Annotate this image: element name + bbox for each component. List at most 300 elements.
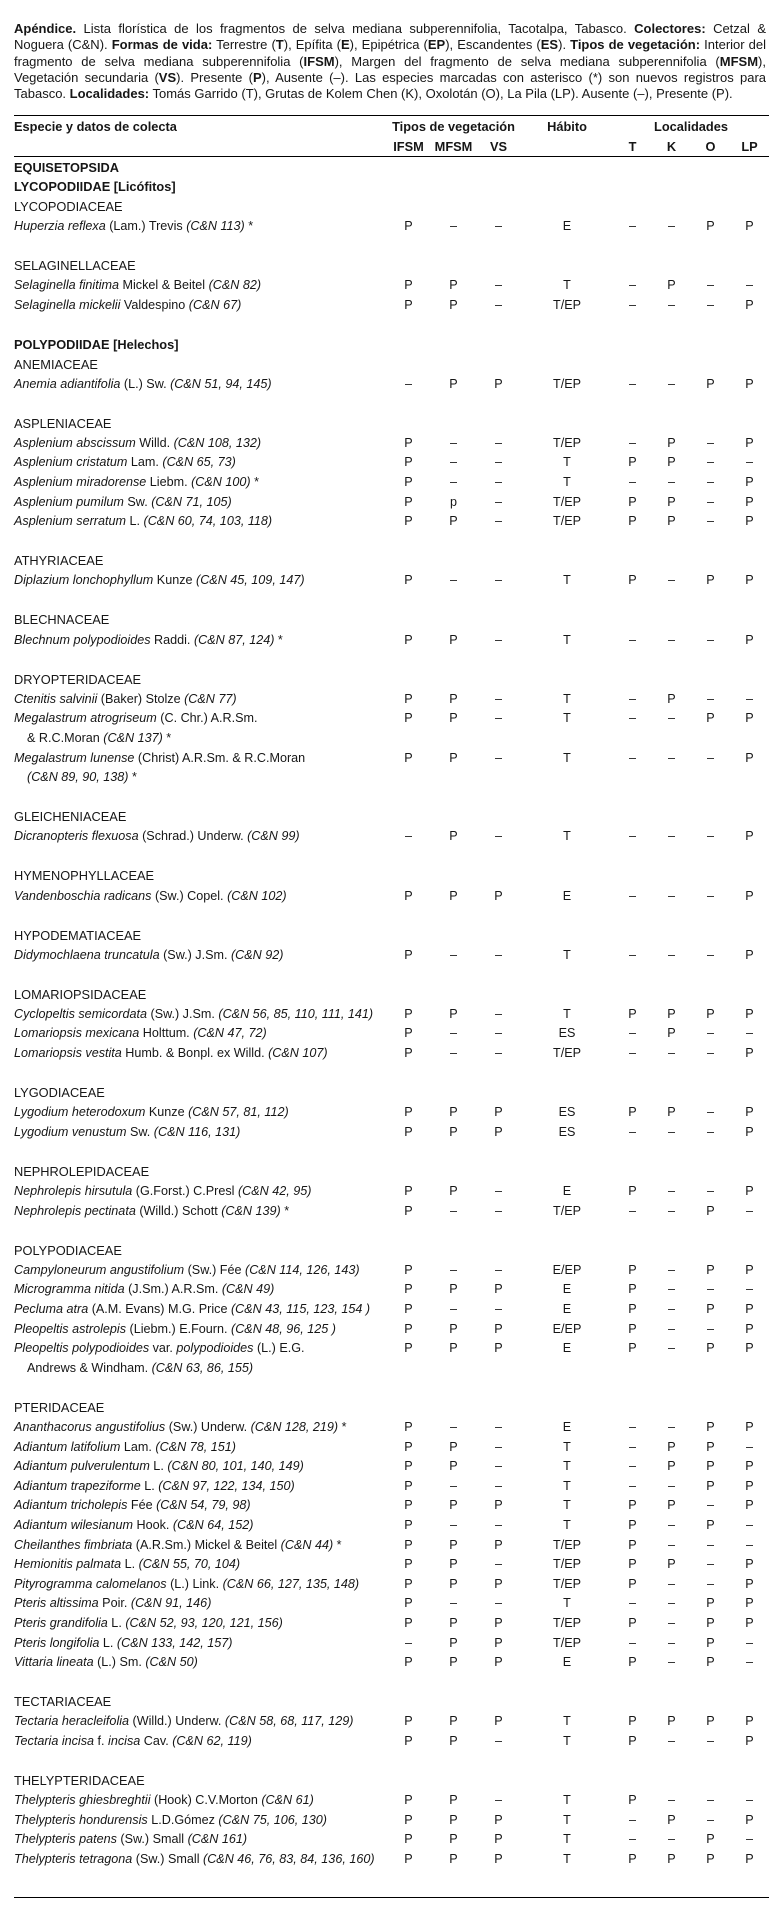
cell-mfsm: – xyxy=(449,1046,457,1061)
cell-ifsm: P xyxy=(404,1419,413,1434)
cell-k: – xyxy=(667,1321,675,1336)
species-row xyxy=(14,1043,769,1063)
species-name: Adiantum latifolium Lam. (C&N 78, 151) xyxy=(14,1439,236,1454)
species-row xyxy=(14,1496,769,1516)
cell-o: – xyxy=(706,888,714,903)
table-header-row-groups xyxy=(14,116,769,136)
species-name: Lomariopsis vestita Humb. & Bonpl. ex Willd. (C&N 107) xyxy=(14,1046,328,1061)
spacer-row xyxy=(14,846,769,866)
species-name: Lygodium heterodoxum Kunze (C&N 57, 81, 112) xyxy=(14,1105,289,1120)
cell-t: P xyxy=(628,1341,637,1356)
cell-t: P xyxy=(628,1105,637,1120)
cell-vs: P xyxy=(494,1615,503,1630)
cell-mfsm: P xyxy=(449,829,458,844)
cell-vs: – xyxy=(494,632,502,647)
cell-lp: – xyxy=(745,1282,753,1297)
cell-vs: – xyxy=(494,573,502,588)
cell-vs: – xyxy=(494,435,502,450)
cell-o: P xyxy=(706,1596,715,1611)
species-row xyxy=(14,511,769,531)
cell-k: P xyxy=(667,1557,676,1572)
cell-ifsm: P xyxy=(404,1282,413,1297)
col-header-ifsm: IFSM xyxy=(393,138,424,154)
cell-habito: T xyxy=(563,1793,571,1808)
cell-ifsm: P xyxy=(404,1124,413,1139)
species-name: Pecluma atra (A.M. Evans) M.G. Price (C&N 43, 115, 123, 154 ) xyxy=(14,1302,371,1316)
cell-mfsm: P xyxy=(449,1576,458,1591)
cell-mfsm: – xyxy=(449,1026,457,1041)
species-name: Asplenium serratum L. (C&N 60, 74, 103, 118) xyxy=(14,514,273,529)
cell-t: – xyxy=(628,278,636,293)
cell-lp: P xyxy=(745,1006,754,1021)
cell-mfsm: – xyxy=(449,573,457,588)
cell-o: P xyxy=(706,1478,715,1493)
cell-k: P xyxy=(667,1006,676,1021)
cell-vs: – xyxy=(494,1793,502,1808)
cell-lp: P xyxy=(745,494,754,509)
cell-lp: P xyxy=(745,1498,754,1513)
family-header: THELYPTERIDACEAE xyxy=(14,1772,145,1788)
cell-habito: T/EP xyxy=(553,1615,581,1630)
cell-k: – xyxy=(667,1478,675,1493)
cell-o: – xyxy=(706,435,714,450)
family-header: DRYOPTERIDACEAE xyxy=(14,671,142,687)
species-name: Pleopeltis astrolepis (Liebm.) E.Fourn. (C&N 48, 96, 125 ) xyxy=(14,1321,336,1336)
cell-ifsm: P xyxy=(404,1046,413,1061)
class-header: POLYPODIIDAE [Helechos] xyxy=(14,336,179,352)
species-row xyxy=(14,1574,769,1594)
species-row xyxy=(14,1024,769,1044)
cell-vs: – xyxy=(494,514,502,529)
cell-o: P xyxy=(706,1006,715,1021)
cell-t: P xyxy=(628,1006,637,1021)
intro-paragraph: Apéndice. Lista florística de los fragmentos de selva mediana subperennifolia, Tacotalpa, Tabasco. Colectores: Cetzal & Noguera (C&N). Formas de vida: Terrestre (T), Epífita (E), Epipétrica (EP), Escandentes (ES). Tipos de vegetación: Interior del fragmento de selva mediana subperennifolia (IFSM), Margen del fragmento de selva mediana subperennifolia (MFSM), Vegetación secundaria (VS). Presente (P), Ausente (–). Las especies marcadas con asterisco (*) son nuevos registros para Tabasco. Localidades: Tomás Garrido (T), Grutas de Kolem Chen (K), Oxolotán (O), La Pila (LP). Ausente (–), Presente (P). xyxy=(14,21,767,102)
species-name: Ananthacorus angustifolius (Sw.) Underw. (C&N 128, 219) * xyxy=(14,1419,347,1434)
cell-lp: – xyxy=(745,1635,753,1650)
species-name: Microgramma nitida (J.Sm.) A.R.Sm. (C&N 49) xyxy=(14,1282,275,1297)
cell-t: – xyxy=(628,1478,636,1493)
cell-habito: T xyxy=(563,1812,571,1827)
cell-ifsm: P xyxy=(404,1576,413,1591)
cell-ifsm: P xyxy=(404,494,413,509)
cell-vs: – xyxy=(494,1302,502,1316)
cell-ifsm: P xyxy=(404,1851,413,1866)
cell-mfsm: P xyxy=(449,632,458,647)
cell-habito: E/EP xyxy=(552,1262,582,1277)
cell-vs: – xyxy=(494,1262,502,1277)
cell-vs: P xyxy=(494,1714,503,1729)
cell-lp: P xyxy=(745,632,754,647)
cell-o: – xyxy=(706,1733,714,1748)
species-row xyxy=(14,374,769,394)
cell-lp: P xyxy=(745,888,754,903)
spacer-row xyxy=(14,236,769,256)
cell-vs: – xyxy=(494,297,502,312)
table-header xyxy=(14,116,769,156)
species-row xyxy=(14,1201,769,1221)
cell-o: – xyxy=(706,297,714,312)
species-name: Tectaria heracleifolia (Willd.) Underw. (C&N 58, 68, 117, 129) xyxy=(14,1714,354,1729)
species-row xyxy=(14,1535,769,1555)
cell-mfsm: P xyxy=(449,1851,458,1866)
species-name: Campyloneurum angustifolium (Sw.) Fée (C&N 114, 126, 143) xyxy=(14,1262,360,1277)
species-row xyxy=(14,1122,769,1142)
family-header-row xyxy=(14,807,769,827)
cell-t: – xyxy=(628,947,636,962)
cell-o: P xyxy=(706,1615,715,1630)
cell-ifsm: P xyxy=(404,1537,413,1552)
species-row xyxy=(14,1102,769,1122)
family-header-row xyxy=(14,1771,769,1791)
family-header: LYCOPODIACEAE xyxy=(14,198,123,214)
cell-ifsm: P xyxy=(404,1459,413,1474)
species-name: Diplazium lonchophyllum Kunze (C&N 45, 109, 147) xyxy=(14,573,305,588)
cell-mfsm: – xyxy=(449,455,457,470)
species-row xyxy=(14,1711,769,1731)
cell-ifsm: P xyxy=(404,1203,413,1218)
cell-lp: – xyxy=(745,1655,753,1670)
cell-k: P xyxy=(667,435,676,450)
cell-lp: P xyxy=(745,573,754,588)
cell-lp: P xyxy=(745,1714,754,1729)
cell-o: – xyxy=(706,1184,714,1199)
species-row xyxy=(14,1731,769,1751)
cell-mfsm: P xyxy=(449,1832,458,1847)
species-name: Nephrolepis pectinata (Willd.) Schott (C&N 139) * xyxy=(14,1203,290,1218)
cell-lp: P xyxy=(745,1851,754,1866)
cell-o: – xyxy=(706,1537,714,1552)
cell-vs: – xyxy=(494,1184,502,1199)
family-header-row xyxy=(14,413,769,433)
cell-k: – xyxy=(667,632,675,647)
cell-habito: T xyxy=(563,278,571,293)
cell-habito: T xyxy=(563,1733,571,1748)
cell-habito: T xyxy=(563,711,571,726)
spacer-row xyxy=(14,1378,769,1398)
cell-vs: – xyxy=(494,494,502,509)
cell-habito: T xyxy=(563,1439,571,1454)
cell-ifsm: P xyxy=(404,1478,413,1493)
species-name: Anemia adiantifolia (L.) Sw. (C&N 51, 94, 145) xyxy=(14,376,272,391)
cell-vs: – xyxy=(494,1733,502,1748)
cell-k: P xyxy=(667,691,676,706)
cell-habito: T xyxy=(563,1714,571,1729)
cell-ifsm: P xyxy=(404,947,413,962)
cell-lp: – xyxy=(745,278,753,293)
cell-o: P xyxy=(706,1655,715,1670)
cell-habito: ES xyxy=(558,1124,576,1139)
cell-habito: ES xyxy=(558,1105,576,1120)
family-header: GLEICHENIACEAE xyxy=(14,809,127,825)
cell-k: – xyxy=(667,1203,675,1218)
family-header: ATHYRIACEAE xyxy=(14,553,104,569)
species-name: Vandenboschia radicans (Sw.) Copel. (C&N 102) xyxy=(14,888,287,903)
cell-habito: E xyxy=(562,1282,572,1297)
col-group-localidades: Localidades xyxy=(654,118,728,134)
cell-vs: – xyxy=(494,475,502,489)
cell-lp: P xyxy=(745,1419,754,1434)
cell-t: P xyxy=(628,1262,637,1277)
cell-lp: – xyxy=(745,1793,753,1808)
spacer-row xyxy=(14,1672,769,1692)
cell-o: P xyxy=(706,1517,715,1532)
species-name: Asplenium abscissum Willd. (C&N 108, 132) xyxy=(14,435,262,450)
cell-vs: – xyxy=(494,1046,502,1061)
cell-mfsm: – xyxy=(449,947,457,962)
cell-o: – xyxy=(706,1026,714,1041)
cell-t: – xyxy=(628,1419,636,1434)
spacer-row xyxy=(14,649,769,669)
cell-k: – xyxy=(667,1832,675,1847)
cell-habito: E xyxy=(562,888,572,903)
cell-habito: T xyxy=(563,632,571,647)
cell-habito: T xyxy=(563,475,571,489)
family-header: ANEMIACEAE xyxy=(14,356,98,372)
cell-k: – xyxy=(667,1046,675,1061)
cell-vs: – xyxy=(494,750,502,765)
cell-mfsm: P xyxy=(449,1282,458,1297)
cell-t: – xyxy=(628,297,636,312)
cell-ifsm: P xyxy=(404,1439,413,1454)
cell-o: – xyxy=(706,750,714,765)
cell-habito: T/EP xyxy=(553,1537,581,1552)
cell-mfsm: P xyxy=(449,1635,458,1650)
species-row xyxy=(14,433,769,453)
cell-lp: – xyxy=(745,1439,753,1454)
cell-ifsm: P xyxy=(404,1655,413,1670)
cell-habito: E xyxy=(562,1302,572,1316)
cell-ifsm: P xyxy=(404,750,413,765)
cell-t: P xyxy=(628,1576,637,1591)
species-row xyxy=(14,1554,769,1574)
col-header-vs: VS xyxy=(489,138,508,154)
cell-lp: – xyxy=(745,1537,753,1552)
cell-o: – xyxy=(706,1046,714,1061)
family-header-row xyxy=(14,1398,769,1418)
cell-k: – xyxy=(667,1596,675,1611)
col-header-mfsm: MFSM xyxy=(434,138,473,154)
cell-k: – xyxy=(667,750,675,765)
species-row xyxy=(14,1594,769,1614)
family-header: LYGODIACEAE xyxy=(14,1085,105,1101)
species-name: Didymochlaena truncatula (Sw.) J.Sm. (C&N 92) xyxy=(14,947,284,962)
cell-lp: P xyxy=(745,1596,754,1611)
cell-mfsm: – xyxy=(449,1262,457,1277)
cell-vs: – xyxy=(494,1419,502,1434)
cell-t: – xyxy=(628,1596,636,1611)
cell-lp: P xyxy=(745,947,754,962)
cell-lp: P xyxy=(745,1046,754,1061)
cell-o: – xyxy=(706,1812,714,1827)
cell-mfsm: P xyxy=(449,1793,458,1808)
cell-mfsm: P xyxy=(449,376,458,391)
cell-t: – xyxy=(628,632,636,647)
cell-k: P xyxy=(667,278,676,293)
family-header: POLYPODIACEAE xyxy=(14,1242,122,1258)
cell-vs: P xyxy=(494,888,503,903)
cell-mfsm: P xyxy=(449,1615,458,1630)
cell-habito: T xyxy=(563,1832,571,1847)
cell-lp: P xyxy=(745,1321,754,1336)
cell-k: – xyxy=(667,1733,675,1748)
cell-ifsm: P xyxy=(404,219,413,234)
species-name: Asplenium pumilum Sw. (C&N 71, 105) xyxy=(14,494,232,509)
species-name: Huperzia reflexa (Lam.) Trevis (C&N 113) * xyxy=(14,219,254,234)
cell-lp: P xyxy=(745,475,754,489)
cell-k: – xyxy=(667,1615,675,1630)
spacer-row xyxy=(14,393,769,413)
cell-o: P xyxy=(706,1851,715,1866)
cell-k: – xyxy=(667,711,675,726)
cell-lp: P xyxy=(745,1733,754,1748)
cell-habito: E xyxy=(562,1655,572,1670)
species-name: Selaginella mickelii Valdespino (C&N 67) xyxy=(14,297,242,312)
cell-ifsm: P xyxy=(404,297,413,312)
cell-habito: T xyxy=(563,750,571,765)
cell-lp: P xyxy=(745,514,754,529)
species-name: Lomariopsis mexicana Holttum. (C&N 47, 72) xyxy=(14,1026,267,1041)
species-row xyxy=(14,1181,769,1201)
family-header-row xyxy=(14,866,769,886)
floristic-table xyxy=(14,115,769,1897)
cell-habito: T xyxy=(563,1517,571,1532)
spacer-row xyxy=(14,590,769,610)
cell-mfsm: P xyxy=(449,1655,458,1670)
cell-t: P xyxy=(628,1498,637,1513)
family-header: HYMENOPHYLLACEAE xyxy=(14,868,155,884)
cell-mfsm: P xyxy=(449,1341,458,1356)
cell-t: P xyxy=(628,573,637,588)
cell-ifsm: P xyxy=(404,435,413,450)
cell-t: – xyxy=(628,1832,636,1847)
species-name: Thelypteris patens (Sw.) Small (C&N 161) xyxy=(14,1832,248,1847)
cell-t: P xyxy=(628,455,637,470)
cell-lp: P xyxy=(745,1184,754,1199)
cell-o: – xyxy=(706,1124,714,1139)
cell-t: – xyxy=(628,1203,636,1218)
cell-habito: T/EP xyxy=(553,1203,581,1218)
cell-habito: T xyxy=(563,1498,571,1513)
cell-habito: T/EP xyxy=(553,1557,581,1572)
cell-t: – xyxy=(628,219,636,234)
cell-k: – xyxy=(667,1655,675,1670)
species-row xyxy=(14,1790,769,1810)
species-row xyxy=(14,571,769,591)
cell-t: P xyxy=(628,1557,637,1572)
species-row xyxy=(14,1319,769,1339)
cell-t: P xyxy=(628,494,637,509)
cell-k: – xyxy=(667,475,675,489)
cell-habito: E/EP xyxy=(552,1321,582,1336)
cell-t: P xyxy=(628,514,637,529)
cell-k: P xyxy=(667,514,676,529)
class-header-row xyxy=(14,177,769,197)
cell-k: – xyxy=(667,1576,675,1591)
cell-o: – xyxy=(706,1557,714,1572)
cell-lp: P xyxy=(745,1557,754,1572)
cell-k: P xyxy=(667,1439,676,1454)
cell-vs: P xyxy=(494,1655,503,1670)
cell-ifsm: P xyxy=(404,455,413,470)
cell-k: – xyxy=(667,573,675,588)
species-row xyxy=(14,492,769,512)
cell-habito: E xyxy=(562,1419,572,1434)
cell-lp: P xyxy=(745,1615,754,1630)
species-row xyxy=(14,275,769,295)
species-name: Pteris altissima Poir. (C&N 91, 146) xyxy=(14,1596,212,1611)
cell-o: P xyxy=(706,1635,715,1650)
species-row xyxy=(14,1633,769,1653)
family-header-row xyxy=(14,197,769,217)
cell-t: – xyxy=(628,1635,636,1650)
cell-ifsm: P xyxy=(404,1596,413,1611)
cell-k: – xyxy=(667,1184,675,1199)
family-header-row xyxy=(14,1162,769,1182)
cell-k: – xyxy=(667,219,675,234)
family-header-row xyxy=(14,1240,769,1260)
species-name: Adiantum tricholepis Fée (C&N 54, 79, 98) xyxy=(14,1498,251,1513)
cell-o: P xyxy=(706,573,715,588)
species-row xyxy=(14,630,769,650)
cell-t: – xyxy=(628,1124,636,1139)
species-name: Adiantum trapeziforme L. (C&N 97, 122, 134, 150) xyxy=(14,1478,295,1493)
cell-k: – xyxy=(667,1537,675,1552)
species-row xyxy=(14,1338,769,1358)
cell-k: – xyxy=(667,829,675,844)
cell-t: P xyxy=(628,1302,637,1316)
cell-vs: P xyxy=(494,1576,503,1591)
cell-mfsm: – xyxy=(449,1517,457,1532)
cell-lp: – xyxy=(745,691,753,706)
species-name: Pityrogramma calomelanos (L.) Link. (C&N 66, 127, 135, 148) xyxy=(14,1576,360,1591)
cell-mfsm: P xyxy=(449,297,458,312)
cell-habito: T/EP xyxy=(553,435,581,450)
col-header-especie: Especie y datos de colecta xyxy=(14,118,177,134)
col-header-t: T xyxy=(628,138,637,154)
cell-k: – xyxy=(667,1302,675,1316)
cell-ifsm: P xyxy=(404,1498,413,1513)
family-header: NEPHROLEPIDACEAE xyxy=(14,1163,150,1179)
cell-o: P xyxy=(706,376,715,391)
cell-vs: P xyxy=(494,1321,503,1336)
species-name: Megalastrum lunense (Christ) A.R.Sm. & R.C.Moran xyxy=(14,750,306,765)
species-row xyxy=(14,472,769,492)
species-name: Ctenitis salvinii (Baker) Stolze (C&N 77) xyxy=(14,691,237,706)
cell-vs: – xyxy=(494,947,502,962)
spacer-row xyxy=(14,1142,769,1162)
cell-mfsm: – xyxy=(449,1302,457,1316)
cell-vs: P xyxy=(494,1812,503,1827)
family-header-row xyxy=(14,610,769,630)
family-header-row xyxy=(14,925,769,945)
cell-vs: – xyxy=(494,278,502,293)
cell-k: – xyxy=(667,1517,675,1532)
cell-ifsm: P xyxy=(404,1321,413,1336)
cell-ifsm: – xyxy=(404,376,412,391)
cell-o: P xyxy=(706,1832,715,1847)
cell-k: – xyxy=(667,947,675,962)
cell-k: – xyxy=(667,1793,675,1808)
cell-lp: P xyxy=(745,1262,754,1277)
cell-t: – xyxy=(628,888,636,903)
cell-o: P xyxy=(706,1203,715,1218)
cell-k: P xyxy=(667,1105,676,1120)
cell-mfsm: – xyxy=(449,475,457,489)
cell-ifsm: P xyxy=(404,1832,413,1847)
cell-lp: – xyxy=(745,1026,753,1041)
cell-mfsm: P xyxy=(449,888,458,903)
cell-mfsm: P xyxy=(449,1537,458,1552)
